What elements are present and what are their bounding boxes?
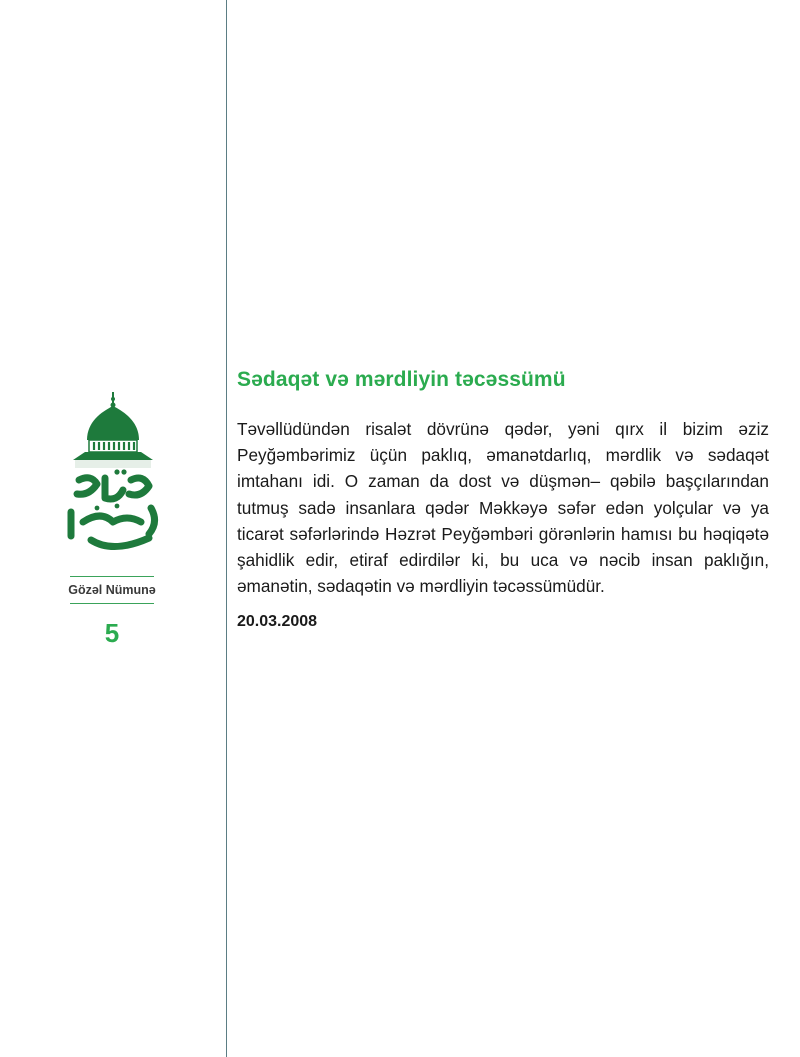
bottom-rule (70, 603, 154, 604)
brand-name: Gözəl Nümunə (68, 583, 156, 597)
top-rule (70, 576, 154, 577)
article (237, 368, 769, 631)
article-title: Sədaqət və mərdliyin təcəssümü (237, 368, 566, 391)
green-dome-logo (57, 390, 167, 570)
vertical-divider (226, 0, 227, 1057)
page-number: 5 (104, 618, 120, 648)
article-body: Təvəllüdündən risalət dövrünə qədər, yəni qırx il bizim əziz Peyğəmbərimiz üçün paklıq, əmanətdarlıq, mərdlik və sədaqət imtahanı idi. O zaman da dost və düşmən– qəbilə başçılarından tutmuş sadə insanlara qədər Məkkəyə səfər edən yolçular və ya ticarət səfərlərində Həzrət Peyğəmbəri görənlərin hamısı bu həqiqətə şahidlik edir, etiraf edirdilər ki, bu uca və nəcib insan paklığın, əmanətin, sədaqətin və mərdliyin təcəssümüdür. (237, 419, 769, 597)
sidebar (52, 390, 172, 649)
article-date: 20.03.2008 (237, 613, 318, 631)
